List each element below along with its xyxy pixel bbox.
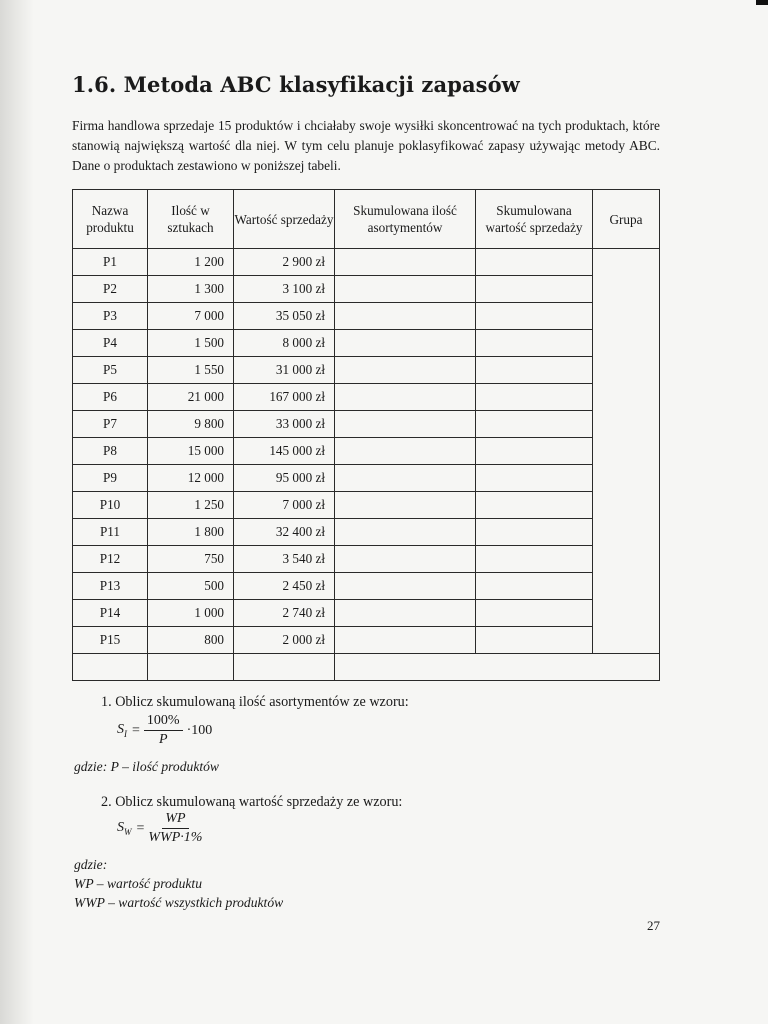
sales-value-cell: 35 050 zł [234,303,335,330]
product-name-cell: P5 [73,357,148,384]
table-row [73,438,660,465]
product-name-cell: P1 [73,249,148,276]
sales-value-cell: 145 000 zł [234,438,335,465]
header-qty: Ilość w sztukach [148,190,234,249]
quantity-cell: 1 550 [148,357,234,384]
quantity-cell: 800 [148,627,234,654]
intro-paragraph: Firma handlowa sprzedaje 15 produktów i chciałaby swoje wysiłki skoncentrować na tych produktach, które stanowią największą wartość dla niej. W tym celu planuje poklasyfikować zapasy używając metody ABC. Dane o produktach zestawiono w poniższej tabeli. [72,118,660,173]
sales-value-cell: 3 100 zł [234,276,335,303]
scan-edge-shadow [0,0,34,1024]
quantity-cell: 1 250 [148,492,234,519]
table-body [73,249,660,681]
quantity-cell: 1 800 [148,519,234,546]
cumulative-quantity-cell [335,465,476,492]
quantity-cell: 1 500 [148,330,234,357]
abc-products-table [72,189,660,681]
quantity-cell: 21 000 [148,384,234,411]
cumulative-quantity-cell [335,303,476,330]
quantity-cell: 7 000 [148,303,234,330]
task1-denominator: P [158,732,168,747]
summary-value-cell [234,654,335,681]
summary-name-cell [73,654,148,681]
task1-tail: ·100 [186,722,213,738]
cumulative-quantity-cell [335,519,476,546]
cumulative-value-cell [476,249,593,276]
product-name-cell: P9 [73,465,148,492]
table-summary-row [73,654,660,681]
header-cum-qty: Skumulowana ilość asortymentów [335,190,476,249]
sales-value-cell: 32 400 zł [234,519,335,546]
cumulative-quantity-cell [335,411,476,438]
quantity-cell: 1 300 [148,276,234,303]
task2-fraction [148,811,202,846]
cumulative-quantity-cell [335,330,476,357]
cumulative-quantity-cell [335,627,476,654]
sales-value-cell: 33 000 zł [234,411,335,438]
sales-value-cell: 8 000 zł [234,330,335,357]
task1-eq: = [132,722,140,738]
task1-fraction [144,713,183,748]
cumulative-value-cell [476,519,593,546]
product-name-cell: P8 [73,438,148,465]
task2-numerator: WP [162,811,188,829]
table-row [73,546,660,573]
table-row [73,465,660,492]
sales-value-cell: 2 740 zł [234,600,335,627]
cumulative-value-cell [476,411,593,438]
sales-value-cell: 2 900 zł [234,249,335,276]
table-row [73,303,660,330]
table-row [73,519,660,546]
product-name-cell: P14 [73,600,148,627]
table-row [73,411,660,438]
quantity-cell: 500 [148,573,234,600]
cumulative-quantity-cell [335,357,476,384]
task2-eq: = [136,820,145,836]
header-group: Grupa [593,190,660,249]
task1-numerator: 100% [144,713,183,731]
table-row [73,357,660,384]
header-value: Wartość sprzedaży [234,190,335,249]
cumulative-quantity-cell [335,276,476,303]
cumulative-value-cell [476,573,593,600]
cumulative-quantity-cell [335,600,476,627]
cumulative-value-cell [476,438,593,465]
group-cell [593,249,660,654]
section-heading: 1.6. Metoda ABC klasyfikacji zapasów [72,72,520,97]
cumulative-value-cell [476,546,593,573]
cumulative-quantity-cell [335,384,476,411]
product-name-cell: P13 [73,573,148,600]
cumulative-value-cell [476,465,593,492]
table-row [73,627,660,654]
product-name-cell: P6 [73,384,148,411]
sales-value-cell: 2 000 zł [234,627,335,654]
cumulative-value-cell [476,303,593,330]
table-row [73,330,660,357]
table-row [73,600,660,627]
task2-where-line1: WP – wartość produktu [74,876,203,891]
cumulative-value-cell [476,330,593,357]
cumulative-quantity-cell [335,573,476,600]
cumulative-value-cell [476,492,593,519]
sales-value-cell: 2 450 zł [234,573,335,600]
cumulative-value-cell [476,627,593,654]
task1-text: 1. Oblicz skumulowaną ilość asortymentów ze wzoru: [101,694,409,710]
table-header-row [73,190,660,249]
product-name-cell: P15 [73,627,148,654]
header-name: Nazwa produktu [73,190,148,249]
sales-value-cell: 3 540 zł [234,546,335,573]
cumulative-quantity-cell [335,249,476,276]
cumulative-value-cell [476,357,593,384]
summary-merged-cell [335,654,660,681]
quantity-cell: 1 000 [148,600,234,627]
task2-lhs: $S_W$ [117,820,132,837]
task2-text: 2. Oblicz skumulowaną wartość sprzedaży ze wzoru: [101,794,403,810]
table-row [73,249,660,276]
task1-where: gdzie: P – ilość produktów [74,759,219,774]
quantity-cell: 1 200 [148,249,234,276]
task2-where-label: gdzie: [74,857,108,872]
table-row [73,276,660,303]
cumulative-quantity-cell [335,492,476,519]
task2-denominator: WWP·1% [148,830,203,845]
quantity-cell: 15 000 [148,438,234,465]
cumulative-value-cell [476,384,593,411]
quantity-cell: 12 000 [148,465,234,492]
product-name-cell: P7 [73,411,148,438]
product-name-cell: P3 [73,303,148,330]
cumulative-quantity-cell [335,546,476,573]
table-row [73,492,660,519]
table-row [73,573,660,600]
task1-lhs: $S_I$ [117,722,127,739]
product-name-cell: P10 [73,492,148,519]
sales-value-cell: 167 000 zł [234,384,335,411]
summary-quantity-cell [148,654,234,681]
table-row [73,384,660,411]
product-name-cell: P12 [73,546,148,573]
cumulative-quantity-cell [335,438,476,465]
sales-value-cell: 95 000 zł [234,465,335,492]
quantity-cell: 750 [148,546,234,573]
header-cum-value: Skumulowana wartość sprzedaży [476,190,593,249]
task2-formula [117,811,206,846]
product-name-cell: P4 [73,330,148,357]
task2-where-line2: WWP – wartość wszystkich produktów [74,895,284,910]
cumulative-value-cell [476,600,593,627]
sales-value-cell: 31 000 zł [234,357,335,384]
cumulative-value-cell [476,276,593,303]
product-name-cell: P2 [73,276,148,303]
product-name-cell: P11 [73,519,148,546]
page-number: 27 [647,918,660,933]
sales-value-cell: 7 000 zł [234,492,335,519]
quantity-cell: 9 800 [148,411,234,438]
task1-formula [117,713,212,748]
scan-corner-mark [756,0,768,5]
